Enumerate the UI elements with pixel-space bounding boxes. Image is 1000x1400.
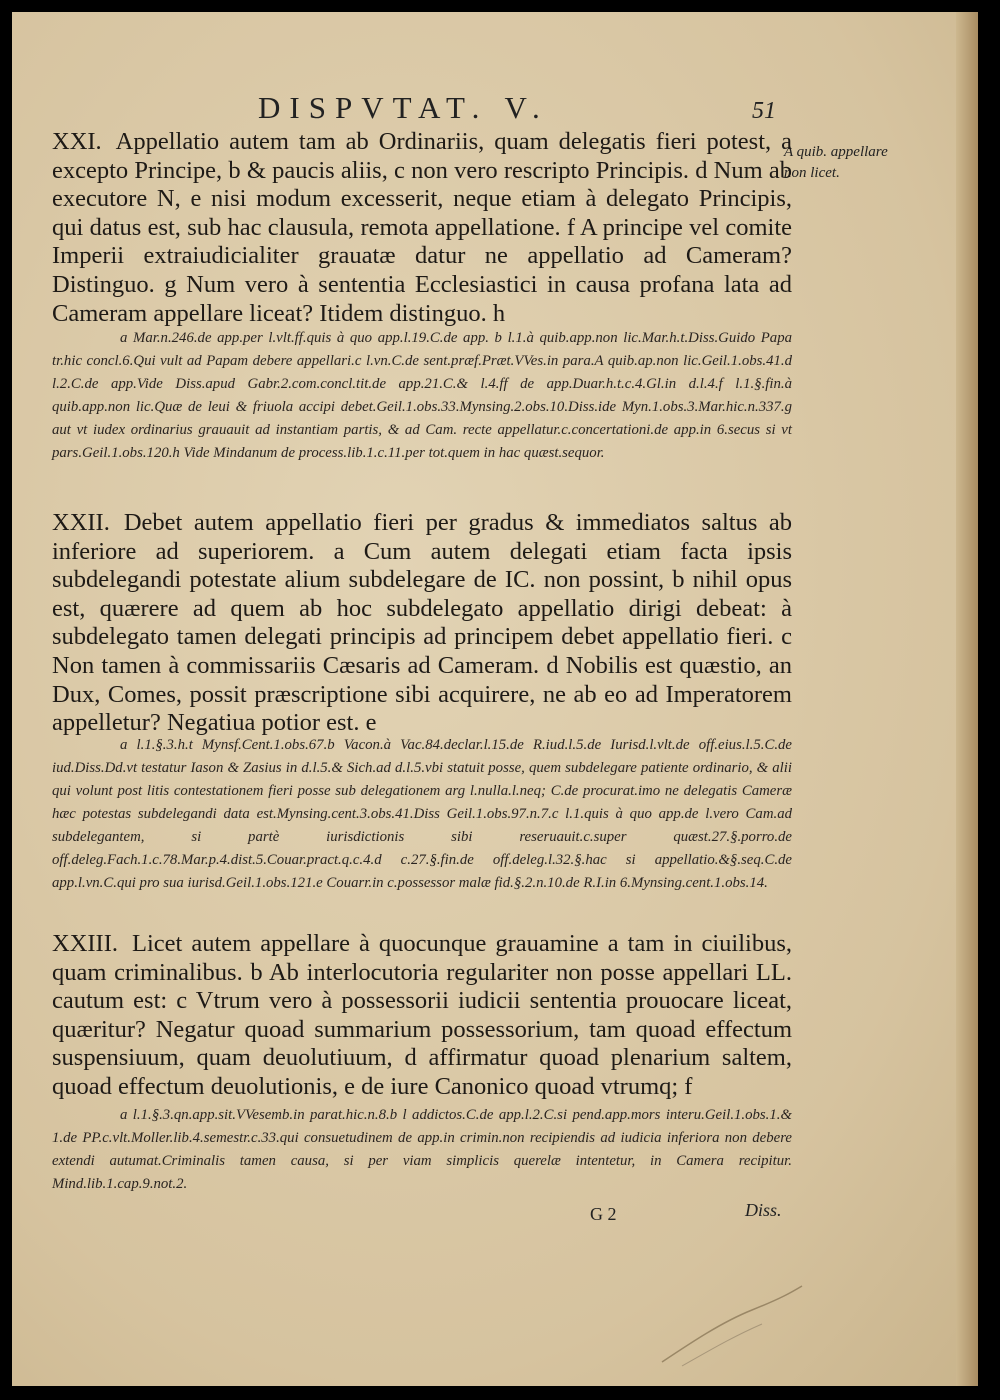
book-page: [12, 12, 978, 1386]
catchword: Diss.: [745, 1200, 782, 1220]
footnotes-xxi: [52, 327, 792, 465]
margin-note: A quib. appellare non licet.: [784, 144, 888, 181]
signature-mark: G 2: [590, 1204, 617, 1224]
paragraph-text: Appellatio autem tam ab Ordinariis, quam delegatis fieri potest, a excepto Principe, b & paucis aliis, c non vero rescripto Principis. d Num ab executore N, e nisi modum excesserit, neque etiam à delegato Principis, qui datus est, sub hac clausula, remota appellatione. f A principe vel comite Imperii extraiudicialiter grauatæ datur ne appellatio ad Cameram? Distinguo. g Num vero à sententia Ecclesiastici in causa profana lata ad Cameram appellare liceat? Itidem distinguo. h: [52, 128, 792, 327]
paragraph-xxiii: [52, 930, 792, 1102]
footnote-text: a Mar.n.246.de app.per l.vlt.ff.quis à quo app.l.19.C.de app. b l.1.à quib.app.non lic.Mar.h.t.Diss.Guido Papa tr.hic concl.6.Qui vult ad Papam debere appellari.c l.vn.C.de sent.præf.Præt.VVes.in para.A quib.ap.non lic.Geil.1.obs.41.d l.2.C.de app.Vide Diss.apud Gabr.2.com.concl.tit.de app.21.C.& l.4.ff de app.Duar.h.t.c.4.Gl.in d.l.4.f l.1.§.fin.à quib.app.non lic.Quæ de leui & friuola accipi debet.Geil.1.obs.33.Mynsing.2.obs.10.Diss.ide Myn.1.obs.3.Mar.hic.n.337.g aut vt iudex ordinarius grauauit ad instantiam partis, & ad Cam. recte appellatur.c.concertationi.de app.in 6.secus si vt pars.Geil.1.obs.120.h Vide Mindanum de process.lib.1.c.11.per tot.quem in hac quæst.sequor.: [52, 330, 792, 461]
paragraph-xxii: [52, 509, 792, 738]
paragraph-text: Debet autem appellatio fieri per gradus & immediatos saltus ab inferiore ad superiorem. a Cum autem delegati etiam facta ipsis subdelegandi potestate alium subdelegare de IC. non possint, b nihil opus est, quærere ad quem ab hoc subdelegato appellatio dirigi debeat: à subdelegato tamen delegati principis ad principem debet appellatio fieri. c Non tamen à commissariis Cæsaris ad Cameram. d Nobilis est quæstio, an Dux, Comes, possit præscriptione sibi acquirere, ne ab eo ad Imperatorem appelletur? Negatiua potior est. e: [52, 509, 792, 737]
running-header: DISPVTAT. V.: [258, 90, 549, 125]
footnote-text: a l.1.§.3.h.t Mynsf.Cent.1.obs.67.b Vacon.à Vac.84.declar.l.15.de R.iud.l.5.de Iurisd.l.vlt.de off.eius.l.5.C.de iud.Diss.Dd.vt testatur Iason & Zasius in d.l.5.& Sich.ad d.l.5.vbi statuit posse, quem subdelegare patiente ordinario, & alii qui volunt post litis contestationem fieri posse sub delegationem arg l.nulla.l.neq; C.de procurat.imo ne delegatis Cameræ hæc potestas subdelegandi data est.Mynsing.cent.3.obs.41.Diss Geil.1.obs.97.n.7.c l.1.quis à quo app.de l.vero Cam.ad subdelegantem, si partè iurisdictionis sibi reseruauit.c.super quæst.27.§.porro.de off.deleg.Fach.1.c.78.Mar.p.4.dist.5.Couar.pract.q.c.4.d c.27.§.fin.de off.deleg.l.32.§.hac si appellatio.&§.seq.C.de app.l.vn.C.qui pro sua iurisd.Geil.1.obs.121.e Couarr.in c.possessor malæ fid.§.2.n.10.de R.I.in 6.Mynsing.cent.1.obs.14.: [52, 737, 792, 891]
page-number: 51: [752, 98, 776, 124]
footnote-text: a l.1.§.3.qn.app.sit.VVesemb.in parat.hic.n.8.b l addictos.C.de app.l.2.C.si pend.app.mors interu.Geil.1.obs.1.& 1.de PP.c.vlt.Moller.lib.4.semestr.c.33.qui consuetudinem de app.in crimin.non recipiendis ad iudicia inferiora non debere extendi autumat.Criminalis tamen causa, si per viam simplicis querelæ intentetur, in Camera recipitur. Mind.lib.1.cap.9.not.2.: [52, 1107, 792, 1192]
paragraph-xxi: [52, 128, 792, 328]
pen-scribble-mark: [652, 1282, 812, 1372]
page-gutter-shadow: [956, 12, 978, 1386]
paragraph-text: Licet autem appellare à quocunque grauamine a tam in ciuilibus, quam criminalibus. b Ab interlocutoria regulariter non posse appellari LL. cautum est: c Vtrum vero à possessorii iudicii sententia prouocare liceat, quæritur? Negatur quoad summarium possessorium, tam quoad effectum suspensiuum, quam deuolutiuum, d affirmatur quoad plenarium saltem, quoad effectum deuolutionis, e de iure Canonico quoad vtrumq; f: [52, 930, 792, 1100]
footnotes-xxiii: [52, 1104, 792, 1196]
paragraph-number: XXI.: [52, 128, 102, 155]
paragraph-number: XXII.: [52, 509, 110, 536]
footnotes-xxii: [52, 734, 792, 895]
paragraph-number: XXIII.: [52, 930, 118, 957]
